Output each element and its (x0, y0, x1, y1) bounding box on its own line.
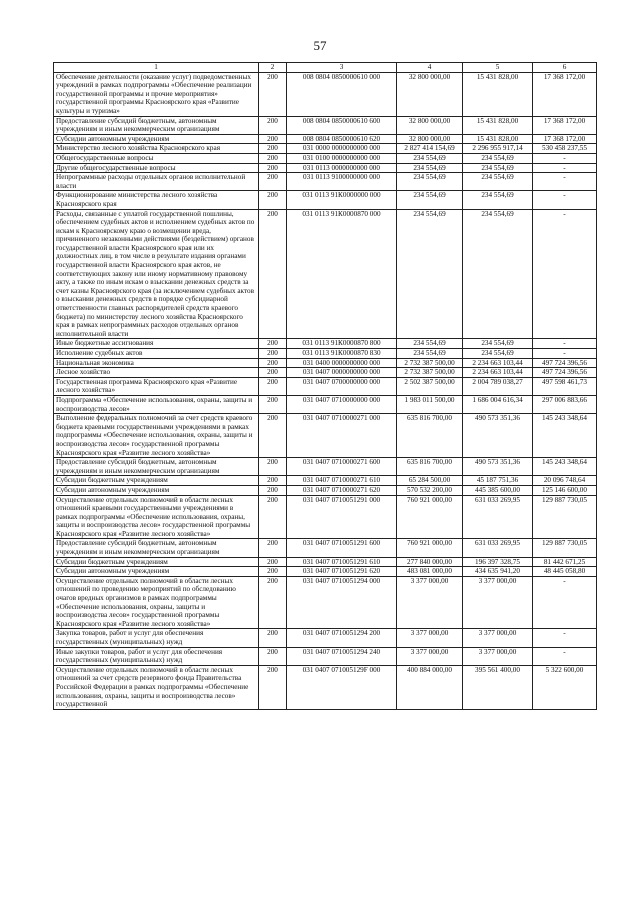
row-approved-amount: 32 800 000,00 (397, 134, 463, 144)
row-executed-amount: 15 431 828,00 (463, 116, 533, 134)
row-approved-amount: 234 554,69 (397, 339, 463, 349)
row-line-code: 200 (259, 358, 287, 368)
row-budget-classification-code: 031 0407 0710000271 000 (287, 414, 397, 458)
row-line-code: 200 (259, 153, 287, 163)
row-description: Осуществление отдельных полномочий в области лесных отношений за счет средств резервного фонда Правительства Российской Федерации в рамках подпрограммы «Обеспечение использования, охраны, защиты и воспроизводства лесов» государственной (54, 665, 259, 709)
table-row (54, 557, 597, 567)
row-description: Иные закупки товаров, работ и услуг для обеспечения государственных (муниципальных) нужд (54, 647, 259, 665)
row-approved-amount: 635 816 700,00 (397, 458, 463, 476)
row-approved-amount: 234 554,69 (397, 153, 463, 163)
row-line-code: 200 (259, 495, 287, 539)
row-description: Функционирование министерства лесного хозяйства Красноярского края (54, 191, 259, 209)
row-unexecuted-amount: 48 445 058,80 (533, 567, 597, 577)
table-row (54, 173, 597, 191)
row-approved-amount: 234 554,69 (397, 163, 463, 173)
column-header: 1 (54, 63, 259, 73)
row-budget-classification-code: 031 0100 0000000000 000 (287, 153, 397, 163)
table-row (54, 368, 597, 378)
row-line-code: 200 (259, 557, 287, 567)
row-line-code: 200 (259, 349, 287, 359)
row-budget-classification-code: 031 0407 0710051291 000 (287, 495, 397, 539)
table-row (54, 116, 597, 134)
row-approved-amount: 483 081 000,00 (397, 567, 463, 577)
row-unexecuted-amount: 145 243 348,64 (533, 414, 597, 458)
row-description: Другие общегосударственные вопросы (54, 163, 259, 173)
row-executed-amount: 1 686 004 616,34 (463, 395, 533, 413)
row-unexecuted-amount: - (533, 339, 597, 349)
row-unexecuted-amount: 17 368 172,00 (533, 116, 597, 134)
table-row (54, 567, 597, 577)
table-row (54, 339, 597, 349)
row-line-code: 200 (259, 368, 287, 378)
row-line-code: 200 (259, 377, 287, 395)
row-line-code: 200 (259, 567, 287, 577)
row-unexecuted-amount: 497 598 461,73 (533, 377, 597, 395)
row-line-code: 200 (259, 414, 287, 458)
row-executed-amount: 490 573 351,36 (463, 414, 533, 458)
row-approved-amount: 277 840 000,00 (397, 557, 463, 567)
row-approved-amount: 32 800 000,00 (397, 116, 463, 134)
table-row (54, 485, 597, 495)
row-unexecuted-amount: - (533, 629, 597, 647)
budget-execution-table (53, 62, 597, 710)
row-executed-amount: 196 397 328,75 (463, 557, 533, 567)
row-executed-amount: 234 554,69 (463, 163, 533, 173)
row-description: Осуществление отдельных полномочий в области лесных отношений по проведению мероприятий по обследованию очагов вредных организмов в рамках подпрограммы «Обеспечение использования, охраны, защиты и воспроизводства лесов» государственной программы Красноярского края «Развитие лесного хозяйства» (54, 576, 259, 629)
row-approved-amount: 234 554,69 (397, 191, 463, 209)
row-unexecuted-amount: 20 096 748,64 (533, 476, 597, 486)
row-description: Лесное хозяйство (54, 368, 259, 378)
row-description: Предоставление субсидий бюджетным, автономным учреждениям и иным некоммерческим организациям (54, 116, 259, 134)
row-executed-amount: 3 377 000,00 (463, 647, 533, 665)
table-row (54, 476, 597, 486)
row-line-code: 200 (259, 209, 287, 339)
row-budget-classification-code: 031 0113 91К0000870 000 (287, 209, 397, 339)
row-budget-classification-code: 031 0407 0710051294 240 (287, 647, 397, 665)
table-row (54, 629, 597, 647)
row-executed-amount: 234 554,69 (463, 349, 533, 359)
column-header: 6 (533, 63, 597, 73)
table-row (54, 144, 597, 154)
row-budget-classification-code: 031 0407 0710051291 620 (287, 567, 397, 577)
row-budget-classification-code: 031 0400 0000000000 000 (287, 358, 397, 368)
row-unexecuted-amount: 530 458 237,55 (533, 144, 597, 154)
row-approved-amount: 760 921 000,00 (397, 539, 463, 557)
row-line-code: 200 (259, 485, 287, 495)
row-approved-amount: 760 921 000,00 (397, 495, 463, 539)
row-unexecuted-amount: 129 887 730,05 (533, 539, 597, 557)
row-executed-amount: 234 554,69 (463, 339, 533, 349)
row-description: Выполнение федеральных полномочий за счет средств краевого бюджета краевыми государственными учреждениями в рамках подпрограммы «Обеспечение использования, охраны, защиты и воспроизводства лесов» государственной программы Красноярского края «Развитие лесного хозяйства» (54, 414, 259, 458)
row-budget-classification-code: 031 0407 0000000000 000 (287, 368, 397, 378)
row-budget-classification-code: 008 0804 0850000610 000 (287, 72, 397, 116)
row-description: Закупка товаров, работ и услуг для обеспечения государственных (муниципальных) нужд (54, 629, 259, 647)
row-unexecuted-amount: 81 442 671,25 (533, 557, 597, 567)
row-description: Субсидии автономным учреждениям (54, 567, 259, 577)
row-executed-amount: 2 234 663 103,44 (463, 368, 533, 378)
table-row (54, 72, 597, 116)
row-line-code: 200 (259, 665, 287, 709)
row-executed-amount: 234 554,69 (463, 209, 533, 339)
table-row (54, 539, 597, 557)
row-approved-amount: 2 732 387 500,00 (397, 358, 463, 368)
row-unexecuted-amount: 129 887 730,05 (533, 495, 597, 539)
row-line-code: 200 (259, 647, 287, 665)
row-unexecuted-amount: 297 006 883,66 (533, 395, 597, 413)
row-description: Расходы, связанные с уплатой государственной пошлины, обеспечением судебных актов и исполнением судебных актов по искам к Красноярскому краю о возмещении вреда, причиненного незаконными действиями (бездействием) органов государственной власти Красноярского края или их должностных лиц, в том числе в результате издания органами государственной власти Красноярского края актов, не соответствующих закону или иному нормативному правовому акту, а также по иным искам о взыскании денежных средств за счет казны Красноярского края (за исключением судебных актов о взыскании денежных средств в порядке субсидиарной ответственности главных распорядителей средств краевого бюджета) по министерству лесного хозяйства Красноярского края в рамках непрограммных расходов отдельных органов исполнительной власти (54, 209, 259, 339)
row-unexecuted-amount: - (533, 153, 597, 163)
row-approved-amount: 3 377 000,00 (397, 647, 463, 665)
row-line-code: 200 (259, 539, 287, 557)
row-description: Подпрограмма «Обеспечение использования, охраны, защиты и воспроизводства лесов» (54, 395, 259, 413)
row-executed-amount: 3 377 000,00 (463, 576, 533, 629)
row-budget-classification-code: 031 0407 0710000271 610 (287, 476, 397, 486)
row-approved-amount: 2 732 387 500,00 (397, 368, 463, 378)
row-budget-classification-code: 031 0113 91К0000870 830 (287, 349, 397, 359)
row-approved-amount: 635 816 700,00 (397, 414, 463, 458)
column-header: 4 (397, 63, 463, 73)
row-budget-classification-code: 031 0113 91К0000870 800 (287, 339, 397, 349)
row-description: Непрограммные расходы отдельных органов исполнительной власти (54, 173, 259, 191)
row-executed-amount: 490 573 351,36 (463, 458, 533, 476)
row-description: Общегосударственные вопросы (54, 153, 259, 163)
table-row (54, 153, 597, 163)
row-line-code: 200 (259, 144, 287, 154)
row-approved-amount: 32 800 000,00 (397, 72, 463, 116)
row-description: Иные бюджетные ассигнования (54, 339, 259, 349)
table-row (54, 495, 597, 539)
row-description: Обеспечение деятельности (оказание услуг) подведомственных учреждений в рамках подпрограммы «Обеспечение реализации государственной программы и прочие мероприятия» государственной программы Красноярского края «Развитие культуры и туризма» (54, 72, 259, 116)
row-line-code: 200 (259, 395, 287, 413)
row-description: Национальная экономика (54, 358, 259, 368)
row-description: Субсидии бюджетным учреждениям (54, 476, 259, 486)
row-executed-amount: 631 033 269,95 (463, 539, 533, 557)
row-unexecuted-amount: 17 368 172,00 (533, 134, 597, 144)
row-budget-classification-code: 031 0407 0710051294 200 (287, 629, 397, 647)
row-budget-classification-code: 031 0407 0710051294 000 (287, 576, 397, 629)
row-unexecuted-amount: 145 243 348,64 (533, 458, 597, 476)
row-budget-classification-code: 031 0113 91К0000000 000 (287, 191, 397, 209)
row-description: Субсидии бюджетным учреждениям (54, 557, 259, 567)
row-executed-amount: 234 554,69 (463, 191, 533, 209)
row-executed-amount: 2 296 955 917,14 (463, 144, 533, 154)
row-approved-amount: 3 377 000,00 (397, 629, 463, 647)
column-header: 3 (287, 63, 397, 73)
row-executed-amount: 15 431 828,00 (463, 72, 533, 116)
row-approved-amount: 234 554,69 (397, 173, 463, 191)
row-line-code: 200 (259, 163, 287, 173)
row-budget-classification-code: 031 0407 0710051291 610 (287, 557, 397, 567)
row-executed-amount: 631 033 269,95 (463, 495, 533, 539)
row-budget-classification-code: 031 0407 0710000271 620 (287, 485, 397, 495)
table-row (54, 358, 597, 368)
row-unexecuted-amount: 17 368 172,00 (533, 72, 597, 116)
row-line-code: 200 (259, 476, 287, 486)
table-row (54, 414, 597, 458)
table-row (54, 576, 597, 629)
row-approved-amount: 234 554,69 (397, 349, 463, 359)
row-description: Государственная программа Красноярского края «Развитие лесного хозяйства» (54, 377, 259, 395)
row-unexecuted-amount: 497 724 396,56 (533, 368, 597, 378)
row-approved-amount: 570 532 200,00 (397, 485, 463, 495)
row-line-code: 200 (259, 173, 287, 191)
row-unexecuted-amount: - (533, 647, 597, 665)
table-row (54, 191, 597, 209)
table-row (54, 163, 597, 173)
row-executed-amount: 434 635 941,20 (463, 567, 533, 577)
row-executed-amount: 2 004 789 038,27 (463, 377, 533, 395)
table-row (54, 134, 597, 144)
row-budget-classification-code: 008 0804 0850000610 620 (287, 134, 397, 144)
row-line-code: 200 (259, 191, 287, 209)
row-approved-amount: 1 983 011 500,00 (397, 395, 463, 413)
row-unexecuted-amount: 5 322 600,00 (533, 665, 597, 709)
row-description: Предоставление субсидий бюджетным, автономным учреждениям и иным некоммерческим организациям (54, 539, 259, 557)
row-approved-amount: 65 284 500,00 (397, 476, 463, 486)
page-number: 57 (313, 38, 327, 53)
table-row (54, 458, 597, 476)
row-line-code: 200 (259, 458, 287, 476)
row-line-code: 200 (259, 576, 287, 629)
row-unexecuted-amount: 497 724 396,56 (533, 358, 597, 368)
row-executed-amount: 234 554,69 (463, 153, 533, 163)
row-budget-classification-code: 031 0113 0000000000 000 (287, 163, 397, 173)
row-unexecuted-amount: - (533, 576, 597, 629)
row-budget-classification-code: 031 0113 9100000000 000 (287, 173, 397, 191)
row-unexecuted-amount: - (533, 173, 597, 191)
row-line-code: 200 (259, 72, 287, 116)
table-header-row (54, 63, 597, 73)
row-executed-amount: 45 187 751,36 (463, 476, 533, 486)
table-row (54, 209, 597, 339)
column-header: 2 (259, 63, 287, 73)
table-row (54, 349, 597, 359)
row-budget-classification-code: 031 0000 0000000000 000 (287, 144, 397, 154)
row-description: Предоставление субсидий бюджетным, автономным учреждениям и иным некоммерческим организациям (54, 458, 259, 476)
table-row (54, 647, 597, 665)
row-description: Министерство лесного хозяйства Красноярского края (54, 144, 259, 154)
row-approved-amount: 2 502 387 500,00 (397, 377, 463, 395)
row-line-code: 200 (259, 134, 287, 144)
row-approved-amount: 3 377 000,00 (397, 576, 463, 629)
row-executed-amount: 395 561 400,00 (463, 665, 533, 709)
row-description: Исполнение судебных актов (54, 349, 259, 359)
row-description: Субсидии автономным учреждениям (54, 134, 259, 144)
row-approved-amount: 234 554,69 (397, 209, 463, 339)
row-executed-amount: 234 554,69 (463, 173, 533, 191)
row-budget-classification-code: 008 0804 0850000610 600 (287, 116, 397, 134)
row-budget-classification-code: 031 0407 0710051291 600 (287, 539, 397, 557)
row-executed-amount: 445 385 600,00 (463, 485, 533, 495)
row-budget-classification-code: 031 0407 071005129F 000 (287, 665, 397, 709)
row-line-code: 200 (259, 339, 287, 349)
table-row (54, 665, 597, 709)
row-budget-classification-code: 031 0407 0710000271 600 (287, 458, 397, 476)
table-row (54, 377, 597, 395)
row-budget-classification-code: 031 0407 0710000000 000 (287, 395, 397, 413)
row-budget-classification-code: 031 0407 0700000000 000 (287, 377, 397, 395)
row-unexecuted-amount: - (533, 163, 597, 173)
row-line-code: 200 (259, 629, 287, 647)
row-line-code: 200 (259, 116, 287, 134)
table-row (54, 395, 597, 413)
row-executed-amount: 3 377 000,00 (463, 629, 533, 647)
row-unexecuted-amount: 125 146 600,00 (533, 485, 597, 495)
row-approved-amount: 2 827 414 154,69 (397, 144, 463, 154)
row-approved-amount: 400 884 000,00 (397, 665, 463, 709)
row-executed-amount: 2 234 663 103,44 (463, 358, 533, 368)
row-unexecuted-amount: - (533, 191, 597, 209)
column-header: 5 (463, 63, 533, 73)
row-executed-amount: 15 431 828,00 (463, 134, 533, 144)
row-unexecuted-amount: - (533, 349, 597, 359)
row-unexecuted-amount: - (533, 209, 597, 339)
row-description: Субсидии автономным учреждениям (54, 485, 259, 495)
row-description: Осуществление отдельных полномочий в области лесных отношений краевыми государственными учреждениями в рамках подпрограммы «Обеспечение использования, охраны, защиты и воспроизводства лесов» государственной программы Красноярского края «Развитие лесного хозяйства» (54, 495, 259, 539)
